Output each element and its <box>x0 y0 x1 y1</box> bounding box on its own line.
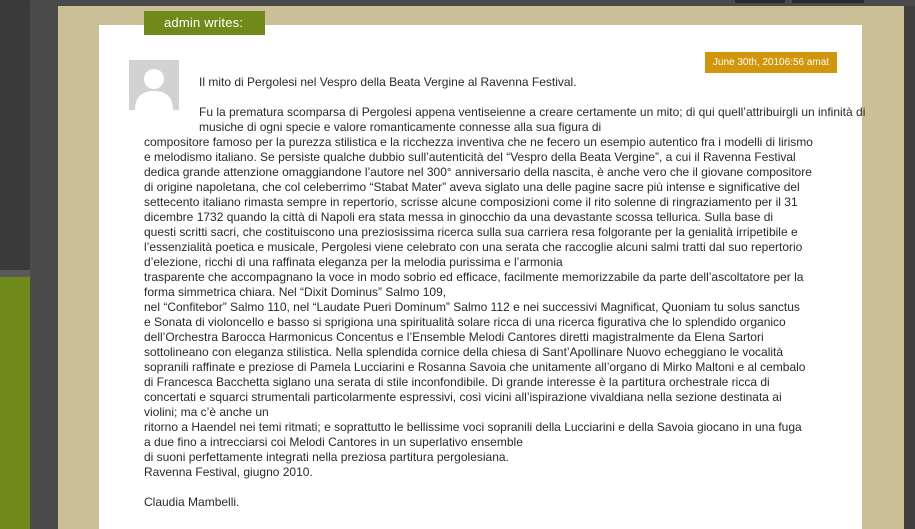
comment-line: nel “Confitebor” Salmo 110, nel “Laudate Pueri Dominum” Salmo 112 e nei successivi Magnificat, Quoniam tu solus sanctus <box>144 300 800 314</box>
comment-line: dell’Orchestra Barocca Harmonicus Concentus e l’Ensemble Melodi Cantores diretti magistralmente da Elena Sartori <box>144 330 764 344</box>
comment-line: di Francesca Bacchetta siglano una serata di stile inconfondibile. Di grande interesse è la partitura orchestrale ricca di <box>144 375 770 389</box>
comment-line: d’elezione, ricchi di una raffinata eleganza per la melodia purissima e l’armonia <box>144 255 563 269</box>
comment-line: sottolineano con eleganza stilistica. Nella splendida cornice della chiesa di Sant’Apollinare Nuovo echeggiano le vocalità <box>144 345 784 359</box>
comment-date-badge: June 30th, 20106:56 amat <box>705 52 837 73</box>
comment-line: dicembre 1732 quando la città di Napoli era stata messa in ginocchio da una devastante scossa tellurica. Sulla base di <box>144 210 774 224</box>
comment-title-line: Il mito di Pergolesi nel Vespro della Beata Vergine al Ravenna Festival. <box>199 75 577 89</box>
top-tab-notch <box>792 0 864 3</box>
comment-line: sopranili raffinate e preziose di Pamela Lucciarini e Rosanna Savoia che unitamente all’organo di Mirko Maltoni e al cembalo <box>144 360 806 374</box>
comment-line: compositore famoso per la purezza stilistica e la ricchezza inventiva che ne fecero un esempio autentico fra i modelli di lirismo <box>144 135 813 149</box>
left-panel-separator <box>0 270 30 277</box>
comment-line: concertati e squarci strumentali particolarmente espressivi, così vicini all’ispirazione vivaldiana nella sezione destinata ai <box>144 390 782 404</box>
comment-line: a due fino a intrecciarsi coi Melodi Cantores in un superlativo ensemble <box>144 435 523 449</box>
comment-line: violini; ma c’è anche un <box>144 405 269 419</box>
comment-line: musiche di ogni specie e valore romanticamente connesse alla sua figura di <box>199 120 602 134</box>
comment-line: l’essenzialità poetica e musicale, Pergolesi viene celebrato con una serata che raccoglie alcuni salmi tratti dal suo repertorio <box>144 240 803 254</box>
comment-line: Fu la prematura scomparsa di Pergolesi appena ventiseienne a creare certamente un mito; di qui quell’attribuirgli un infinità di <box>199 105 866 119</box>
comment-line: di suoni perfettamente integrati nella preziosa partitura pergolesiana. <box>144 450 509 464</box>
frame-inner-strip <box>30 6 58 529</box>
comment-line: Ravenna Festival, giugno 2010. <box>144 465 313 479</box>
comment-line: e Sonata di violoncello e basso si sprigiona una spiritualità solare ricca di una ricerca figurativa che lo splendido organico <box>144 315 786 329</box>
right-edge <box>904 6 915 529</box>
comment-line: questi scritti sacri, che costituiscono una preziosissima ricerca sulla sua carriera resa folgorante per la genialità irripetibile e <box>144 225 798 239</box>
comment-line: settecento italiano rimasta sempre in repertorio, scrisse alcune composizioni come il rito solenne di ringraziamento per il 31 <box>144 195 798 209</box>
comment-line: dedica grande attenzione omaggiandone l’autore nel 300° anniversario della nascita, è anche vero che il giovane compositore <box>144 165 812 179</box>
comment-line: ritorno a Haendel nei temi ritmati; e soprattutto le bellissime voci sopranili della Lucciarini e della Savoia giocano in una fuga <box>144 420 802 434</box>
comment-line: e melodismo italiano. Se persiste qualche dubbio sull’autenticità del “Vespro della Beata Vergine”, a cui il Ravenna Festival <box>144 150 796 164</box>
comment-signature: Claudia Mambelli. <box>144 495 240 509</box>
top-tab-notch <box>735 0 785 3</box>
comment-author-label: admin writes: <box>144 11 265 35</box>
comment-line: trasparente che accompagnano la voce in modo sobrio ed efficace, facilmente memorizzabile da parte dell’ascoltatore per la <box>144 270 804 284</box>
comment-line: forma simmetrica chiara. Nel “Dixit Dominus” Salmo 109, <box>144 285 447 299</box>
left-panel-dark <box>0 0 30 270</box>
comment-body <box>144 75 866 510</box>
comment-line: di origine napoletana, che col celeberrimo “Stabat Mater” aveva siglato una delle pagine sacre più intense e significative del <box>144 180 800 194</box>
left-panel-green <box>0 277 30 529</box>
